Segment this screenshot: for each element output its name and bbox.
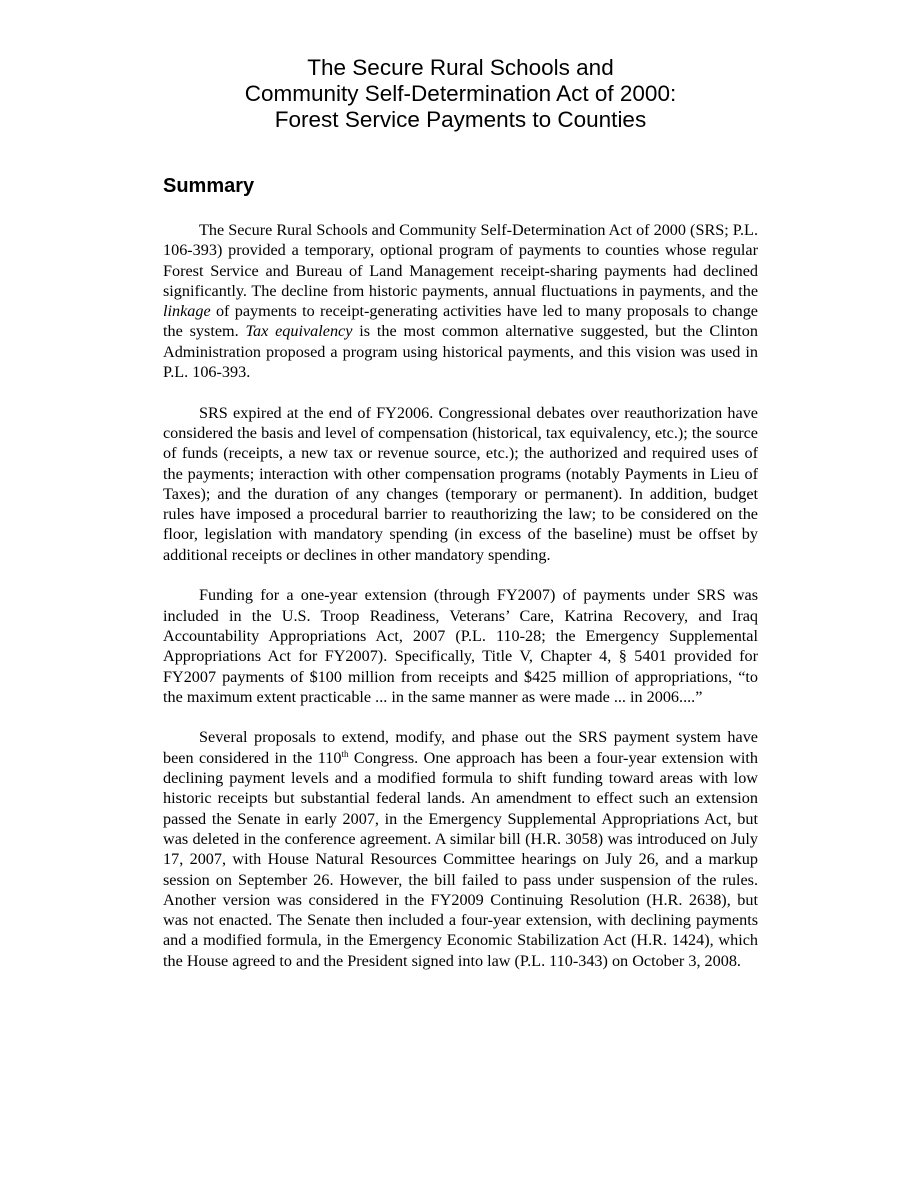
paragraph-1-text-c: is the most common alternative suggested, but the Clinton Administration proposed a program using historical payments, and this vision was used in P.L. 106-393. [163,322,758,382]
paragraph-1-italic-tax-equivalency: Tax equivalency [245,322,353,341]
summary-body [163,220,758,991]
paragraph-4-text-a: Several proposals to extend, modify, and phase out the SRS payment system have been considered in the 110 [163,728,758,767]
document-title [163,55,758,133]
title-line-1: The Secure Rural Schools and [307,55,614,80]
paragraph-4-text-b: Congress. One approach has been a four-year extension with declining payment levels and a modified formula to shift funding toward areas with low historic receipts but substantial federal lands. An amendment to effect such an extension passed the Senate in early 2007, in the Emergency Supplemental Appropriations Act, but was deleted in the conference agreement. A similar bill (H.R. 3058) was introduced on July 17, 2007, with House Natural Resources Committee hearings on July 26, and a markup session on September 26. However, the bill failed to pass under suspension of the rules. Another version was considered in the FY2009 Continuing Resolution (H.R. 2638), but was not enacted. The Senate then included a four-year extension, with declining payments and a modified formula, in the Emergency Economic Stabilization Act (H.R. 1424), which the House agreed to and the President signed into law (P.L. 110-343) on October 3, 2008. [163,748,758,970]
title-line-3: Forest Service Payments to Counties [274,107,647,132]
paragraph-4 [163,727,758,971]
paragraph-1-italic-linkage: linkage [163,302,211,321]
paragraph-2: SRS expired at the end of FY2006. Congressional debates over reauthorization have considered the basis and level of compensation (historical, tax equivalency, etc.); the source of funds (receipts, a new tax or revenue source, etc.); the authorized and required uses of the payments; interaction with other compensation programs (notably Payments in Lieu of Taxes); and the duration of any changes (temporary or permanent). In addition, budget rules have imposed a procedural barrier to reauthorizing the law; to be considered on the floor, legislation with mandatory spending (in excess of the baseline) must be offset by additional receipts or declines in other mandatory spending. [163,403,758,564]
paragraph-1-text-b: of payments to receipt-generating activities have led to many proposals to change the system. [163,302,758,341]
section-heading-summary: Summary [163,175,255,197]
paragraph-1 [163,220,758,382]
title-line-2: Community Self-Determination Act of 2000: [244,81,677,106]
paragraph-1-text-a: The Secure Rural Schools and Community Self-Determination Act of 2000 (SRS; P.L. 106-393) provided a temporary, optional program of payments to counties whose regular Forest Service and Bureau of Land Management receipt-sharing payments had declined significantly. The decline from historic payments, annual fluctuations in payments, and the [163,221,758,300]
paragraph-3: Funding for a one-year extension (through FY2007) of payments under SRS was included in the U.S. Troop Readiness, Veterans’ Care, Katrina Recovery, and Iraq Accountability Appropriations Act, 2007 (P.L. 110-28; the Emergency Supplemental Appropriations Act for FY2007). Specifically, Title V, Chapter 4, § 5401 provided for FY2007 payments of $100 million from receipts and $425 million of appropriations, “to the maximum extent practicable ... in the same manner as were made ... in 2006....” [163,586,758,706]
paragraph-4-superscript: th [341,748,349,759]
